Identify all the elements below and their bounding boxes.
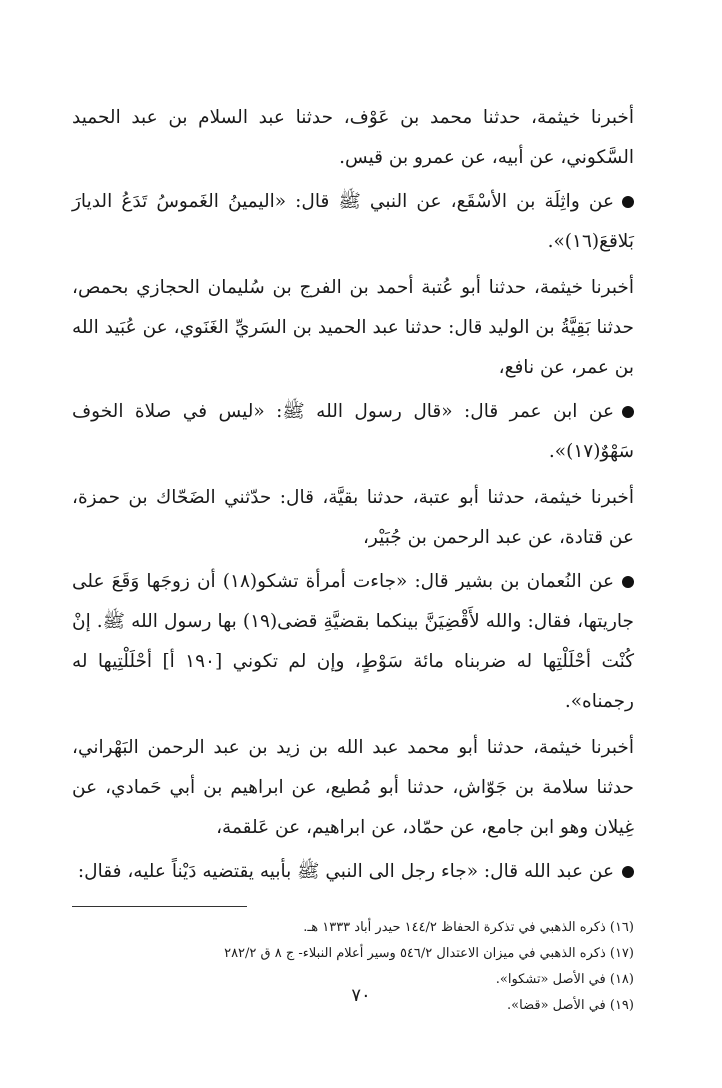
page-number: ٧٠ xyxy=(351,985,371,1006)
isnad-paragraph: أخبرنا خيثمة، حدثنا أبو محمد عبد الله بن زيد بن عبد الرحمن البَهْراني، حدثنا سلامة بن جَوّاش، حدثنا أبو مُطيع، عن ابراهيم بن أبي حَمادي، عن غِيلان وهو ابن جامع، عن حمّاد، عن ابراهيم، عن عَلقمة، xyxy=(72,737,634,838)
hadith-text: عن واثِلَة بن الأسْقَع، عن النبي ﷺ قال: «اليمينُ الغَموسُ تَدَعُ الديارَ بَلاقعَ(١٦)». xyxy=(72,191,634,252)
page-body xyxy=(72,92,634,1019)
footnote: (١٧) ذكره الذهبي في ميزان الاعتدال ٥٤٦/٢ وسير أعلام النبلاء- ج ٨ ق ٢٨٢/٢ xyxy=(224,946,634,961)
footnote: (١٨) في الأصل «تشكوا». xyxy=(495,972,634,987)
bullet-icon xyxy=(622,576,634,588)
bullet-icon xyxy=(622,406,634,418)
isnad-paragraph: أخبرنا خيثمة، حدثنا أبو عُتبة أحمد بن الفرج بن سُليمان الحجازي بحمص، حدثنا بَقِيَّةُ بن الوليد قال: حدثنا عبد الحميد بن السَريِّ الغَنَوي، عن عُبَيد الله بن عمر، عن نافع، xyxy=(72,277,634,378)
hadith-paragraph xyxy=(72,852,634,892)
hadith-paragraph xyxy=(72,182,634,262)
hadith-text: عن النُعمان بن بشير قال: «جاءت أمرأة تشكو(١٨) أن زوجَها وَقَعَ على جاريتها، فقال: والله لأَقْضِيَنَّ بينكما بقضيَّةِ قضى(١٩) بها رسول الله ﷺ. إنْ كُنْت أحْلَلْتِها له ضربناه مائة سَوْطٍ، وإن لم تكوني [١٩٠ أ] أحْلَلْتِيها له رجمناه». xyxy=(72,571,634,712)
hadith-paragraph xyxy=(72,392,634,472)
hadith-paragraph xyxy=(72,562,634,722)
bullet-icon xyxy=(622,866,634,878)
isnad-paragraph: أخبرنا خيثمة، حدثنا محمد بن عَوْف، حدثنا عبد السلام بن عبد الحميد السَّكوني، عن أبيه، عن عمرو بن قيس. xyxy=(72,107,634,168)
hadith-text: عن ابن عمر قال: «قال رسول الله ﷺ: «ليس في صلاة الخوف سَهْوٌ(١٧)». xyxy=(72,401,634,462)
footnote: (١٩) في الأصل «قضا». xyxy=(507,998,634,1013)
footnote-divider xyxy=(72,906,247,907)
isnad-paragraph: أخبرنا خيثمة، حدثنا أبو عتبة، حدثنا بقيَّة، قال: حدّثني الضَحّاك بن حمزة، عن قتادة، عن عبد الرحمن بن جُبَيْر، xyxy=(72,487,634,548)
bullet-icon xyxy=(622,196,634,208)
hadith-text: عن عبد الله قال: «جاء رجل الى النبي ﷺ بأبيه يقتضيه دَيْناً عليه، فقال: xyxy=(77,861,614,882)
footnote: (١٦) ذكره الذهبي في تذكرة الحفاظ ١٤٤/٢ حيدر أباد ١٣٣٣ هـ. xyxy=(303,920,634,935)
